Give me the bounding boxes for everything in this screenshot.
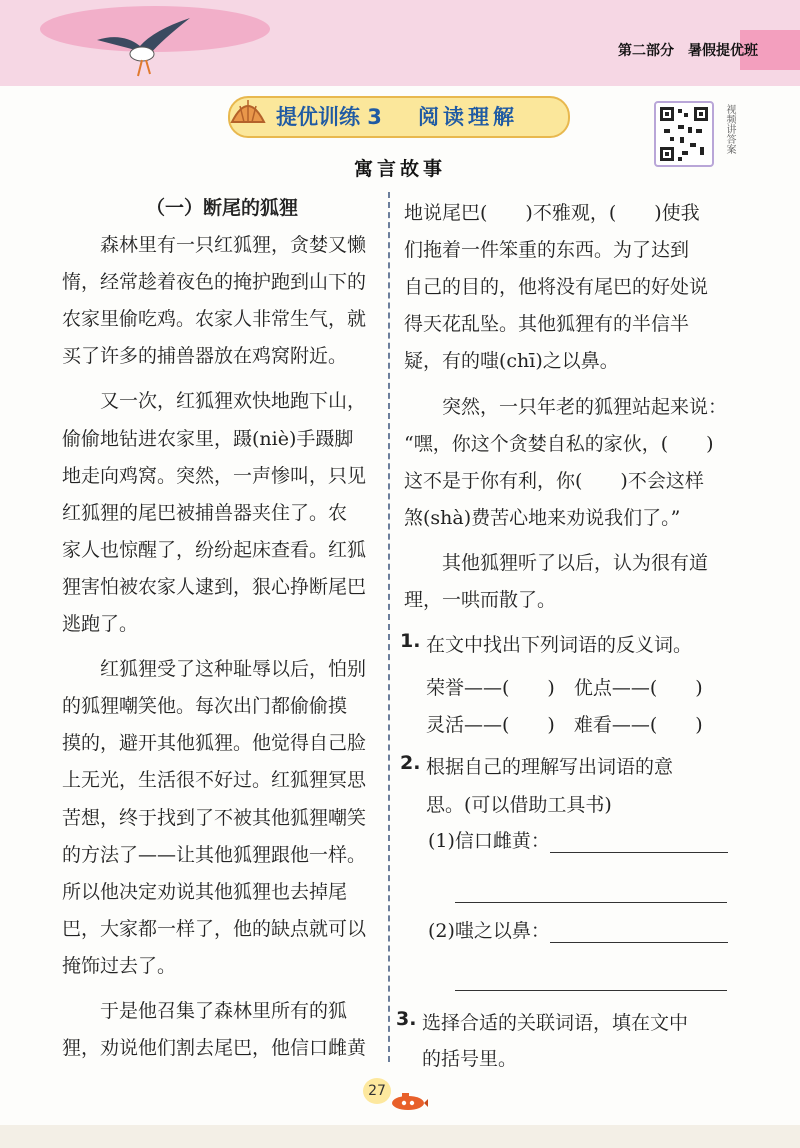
story-line: 逃跑了。 [62,613,139,635]
answer-label: (1)信口雌黄： [428,830,550,852]
question-number: 1. [400,630,421,652]
story-line: 地走向鸡窝。突然，一声惨叫，只见 [62,464,367,487]
answer-line[interactable] [550,942,728,943]
antonym-pair[interactable]: 灵活——( ) 难看——( ) [426,714,703,736]
story-line: 得天花乱坠。其他狐狸有的半信半 [404,313,690,336]
story-line: 的狐狸嘲笑他。每次出门都偷偷摸 [62,695,348,718]
story-line: 突然，一只年老的狐狸站起来说： [404,395,728,418]
story-line: 巴，大家都一样了，他的缺点就可以 [62,917,367,940]
story-line: 煞(shà)费苦心地来劝说我们了。” [404,506,681,529]
exercise-topic: 阅读理解 [418,105,518,129]
question-text: 的括号里。 [422,1048,518,1070]
answer-label: (2)嗤之以鼻： [428,920,550,942]
story-line: 红狐狸受了这种耻辱以后，怕别 [62,658,367,681]
story-line: 农家里偷吃鸡。农家人非常生气，就 [62,308,367,331]
story-line: 买了许多的捕兽器放在鸡窝附近。 [62,345,348,368]
story-line: 理，一哄而散了。 [404,589,557,611]
submarine-icon [386,1090,428,1112]
story-line: 自己的目的，他将没有尾巴的好处说 [404,276,709,299]
answer-line[interactable] [455,990,727,991]
question-text: 选择合适的关联词语，填在文中 [422,1012,689,1034]
header-banner [0,0,800,86]
page-number: 27 [363,1078,391,1104]
exercise-title: 提优训练 3 [276,105,382,129]
story-line: 偷偷地钻进农家里，蹑(niè)手蹑脚 [62,427,354,450]
story-line: 红狐狸的尾巴被捕兽器夹住了。农 [62,501,348,524]
answer-line[interactable] [550,852,728,853]
story-line: 狸害怕被农家人逮到，狠心挣断尾巴 [62,575,367,598]
answer-line[interactable] [455,902,727,903]
shell-icon [228,94,268,134]
story-line: 苦想，终于找到了不被其他狐狸嘲笑 [62,806,367,829]
antonym-pair[interactable]: 荣誉——( ) 优点——( ) [426,677,703,699]
story-line: 所以他决定劝说其他狐狸也去掉尾 [62,880,348,903]
section-label: 第二部分 暑假提优班 [618,43,758,59]
question-text: 在文中找出下列词语的反义词。 [426,634,693,656]
story-line: 森林里有一只红狐狸，贪婪又懒 [62,234,367,256]
story-line: 疑，有的嗤(chī)之以鼻。 [404,350,619,373]
story-line: 的方法了——让其他狐狸跟他一样。 [62,843,367,866]
story-line: “嘿，你这个贪婪自私的家伙，( ) [404,432,714,455]
question-number: 3. [396,1008,417,1030]
question-text: 思。(可以借助工具书) [426,794,612,816]
story-line: 这不是于你有利，你( )不会这样 [404,469,704,492]
story-line: 家人也惊醒了，纷纷起床查看。红狐 [62,538,367,561]
story-line: 掩饰过去了。 [62,954,177,977]
story-line: 惰，经常趁着夜色的掩护跑到山下的 [62,271,367,294]
seagull-icon [92,10,202,80]
story-title: （一）断尾的狐狸 [145,197,298,219]
story-line: 于是他召集了森林里所有的狐 [62,1000,348,1022]
story-line: 摸的，避开其他狐狸。他觉得自己脸 [62,732,367,755]
qr-caption: 视频讲答案 [724,104,735,154]
story-line: 上无光，生活很不好过。红狐狸冥思 [62,769,367,792]
story-line: 其他狐狸听了以后，认为很有道 [404,551,709,574]
story-line: 狸，劝说他们割去尾巴，他信口雌黄 [62,1037,367,1060]
question-text: 根据自己的理解写出词语的意 [426,756,674,778]
story-line: 们拖着一件笨重的东西。为了达到 [404,239,690,262]
story-line: 又一次，红狐狸欢快地跑下山， [62,390,367,413]
story-line: 地说尾巴( )不雅观，( )使我 [404,202,700,224]
bottom-edge [0,1125,800,1148]
question-number: 2. [400,752,421,774]
column-divider [388,192,390,1062]
section-subtitle: 寓言故事 [353,158,446,180]
